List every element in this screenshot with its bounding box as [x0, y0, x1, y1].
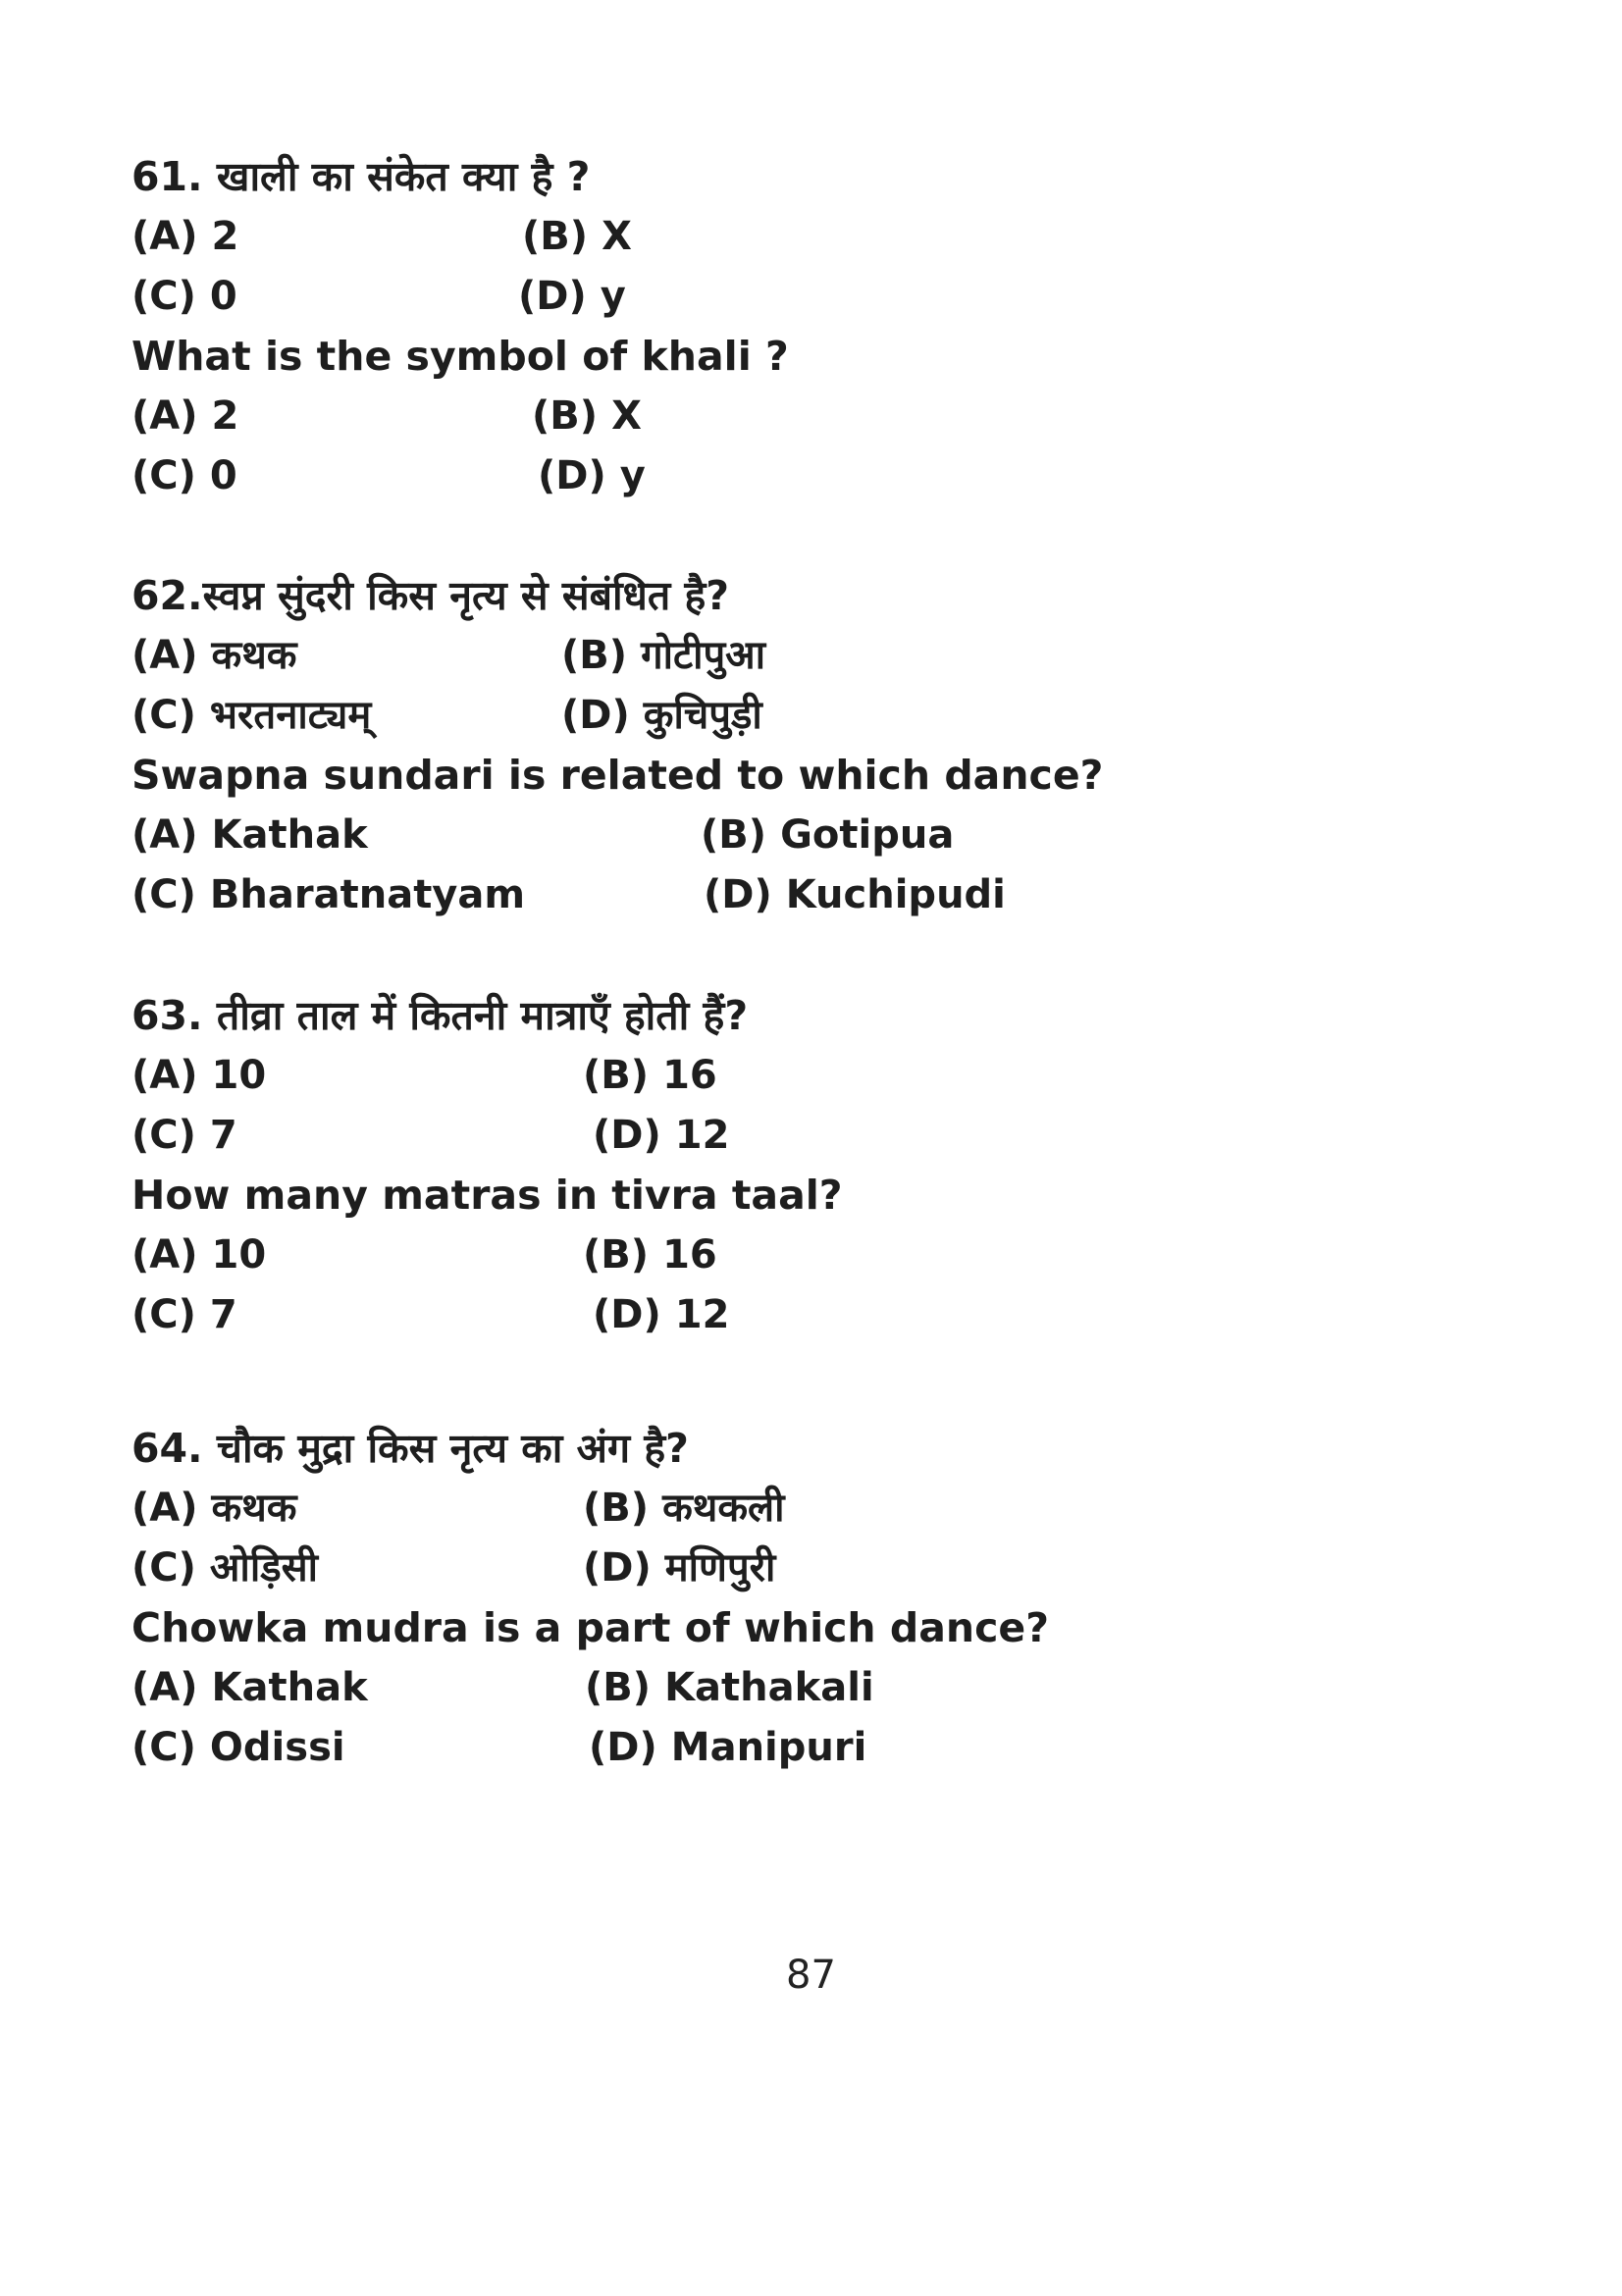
option-text: 10 [211, 1232, 267, 1278]
option-text: कुचिपुड़ी [643, 693, 762, 738]
question-english: How many matras in tivra taal? [131, 1172, 843, 1219]
option-text: ओड़िसी [209, 1545, 319, 1591]
option-text: y [600, 274, 626, 319]
option-d [538, 446, 646, 506]
question-english: Chowka mudra is a part of which dance? [131, 1604, 1049, 1651]
option-label: (C) [131, 1292, 196, 1337]
option-row [131, 267, 1505, 327]
option-c [131, 1539, 318, 1598]
option-label: (C) [131, 1545, 196, 1591]
question-hindi: 61. खाली का संकेत क्या है ? [131, 153, 591, 200]
option-a [131, 1226, 266, 1285]
option-a [131, 806, 368, 865]
option-row [131, 686, 1505, 746]
option-text: 7 [209, 1113, 237, 1158]
option-c [131, 1285, 237, 1345]
option-text: Kuchipudi [785, 872, 1006, 917]
option-label: (C) [131, 693, 196, 738]
question-61 [131, 147, 1505, 506]
option-text: 16 [662, 1053, 717, 1098]
question-hindi: 62.स्वप्न सुंदरी किस नृत्य से संबंधित है? [131, 572, 730, 619]
option-label: (D) [589, 1725, 657, 1770]
option-text: मणिपुरी [664, 1545, 776, 1591]
option-label: (A) [131, 633, 198, 678]
option-row [131, 865, 1505, 925]
option-label: (B) [701, 812, 767, 858]
option-c [131, 267, 237, 327]
option-row [131, 1479, 1505, 1539]
option-label: (B) [561, 633, 628, 678]
option-label: (D) [593, 1113, 661, 1158]
option-d [518, 267, 626, 327]
option-text: 2 [211, 393, 239, 439]
option-text: Gotipua [780, 812, 955, 858]
option-label: (A) [131, 1486, 198, 1531]
option-row [131, 387, 1505, 446]
option-text: 16 [662, 1232, 717, 1278]
question-63 [131, 986, 1505, 1345]
option-a [131, 1046, 266, 1106]
option-c [131, 865, 525, 925]
option-b [561, 626, 765, 686]
option-row [131, 1226, 1505, 1285]
option-text: Bharatnatyam [209, 872, 526, 917]
option-label: (D) [538, 453, 606, 498]
option-text: Manipuri [670, 1725, 867, 1770]
option-label: (B) [522, 214, 589, 259]
option-d [589, 1718, 866, 1778]
option-c [131, 686, 371, 746]
option-d [704, 865, 1006, 925]
option-label: (A) [131, 1053, 198, 1098]
question-62 [131, 566, 1505, 925]
option-text: 12 [674, 1292, 730, 1337]
option-text: 10 [211, 1053, 267, 1098]
option-b [583, 1226, 717, 1285]
option-text: y [619, 453, 646, 498]
option-row [131, 626, 1505, 686]
option-row [131, 1106, 1505, 1166]
option-label: (B) [583, 1053, 650, 1098]
option-a [131, 1658, 368, 1718]
option-label: (B) [583, 1232, 650, 1278]
option-label: (B) [532, 393, 599, 439]
option-label: (A) [131, 1232, 198, 1278]
option-text: Kathakali [664, 1665, 874, 1710]
page-number: 87 [786, 1953, 836, 1998]
option-b [522, 207, 632, 267]
option-label: (B) [583, 1486, 650, 1531]
option-text: कथक [211, 633, 297, 678]
option-text: Odissi [209, 1725, 345, 1770]
option-d [593, 1106, 729, 1166]
option-text: 0 [209, 274, 237, 319]
option-d [583, 1539, 775, 1598]
option-label: (A) [131, 214, 198, 259]
option-label: (D) [593, 1292, 661, 1337]
option-text: X [611, 393, 642, 439]
option-row [131, 207, 1505, 267]
option-text: भरतनाट्यम् [209, 693, 372, 738]
option-text: Kathak [211, 812, 368, 858]
option-label: (A) [131, 393, 198, 439]
option-row [131, 1658, 1505, 1718]
option-label: (D) [583, 1545, 652, 1591]
option-text: कथकली [662, 1486, 785, 1531]
option-b [583, 1046, 717, 1106]
option-label: (C) [131, 1113, 196, 1158]
option-text: 7 [209, 1292, 237, 1337]
option-label: (A) [131, 1665, 198, 1710]
option-text: 2 [211, 214, 239, 259]
question-english: What is the symbol of khali ? [131, 333, 789, 380]
option-text: 0 [209, 453, 237, 498]
option-a [131, 1479, 297, 1539]
option-c [131, 1718, 345, 1778]
option-text: Kathak [211, 1665, 368, 1710]
question-hindi: 63. तीव्रा ताल में कितनी मात्राएँ होती हैं? [131, 992, 749, 1039]
option-c [131, 1106, 237, 1166]
question-english: Swapna sundari is related to which dance? [131, 752, 1104, 799]
option-label: (C) [131, 274, 196, 319]
option-label: (D) [561, 693, 630, 738]
question-64 [131, 1419, 1505, 1778]
option-d [561, 686, 762, 746]
option-text: गोटीपुआ [641, 633, 766, 678]
option-c [131, 446, 237, 506]
option-row [131, 806, 1505, 865]
option-a [131, 626, 297, 686]
option-b [585, 1658, 874, 1718]
option-b [701, 806, 954, 865]
option-row [131, 1046, 1505, 1106]
option-label: (B) [585, 1665, 652, 1710]
question-hindi: 64. चौक मुद्रा किस नृत्य का अंग है? [131, 1425, 689, 1472]
option-row [131, 1718, 1505, 1778]
option-label: (C) [131, 453, 196, 498]
option-label: (C) [131, 1725, 196, 1770]
option-a [131, 207, 238, 267]
option-text: X [602, 214, 632, 259]
option-row [131, 1539, 1505, 1598]
option-text: कथक [211, 1486, 297, 1531]
option-row [131, 446, 1505, 506]
option-text: 12 [674, 1113, 730, 1158]
option-row [131, 1285, 1505, 1345]
option-b [532, 387, 642, 446]
option-label: (A) [131, 812, 198, 858]
option-label: (D) [518, 274, 587, 319]
option-label: (C) [131, 872, 196, 917]
option-d [593, 1285, 729, 1345]
option-label: (D) [704, 872, 772, 917]
option-a [131, 387, 238, 446]
option-b [583, 1479, 785, 1539]
